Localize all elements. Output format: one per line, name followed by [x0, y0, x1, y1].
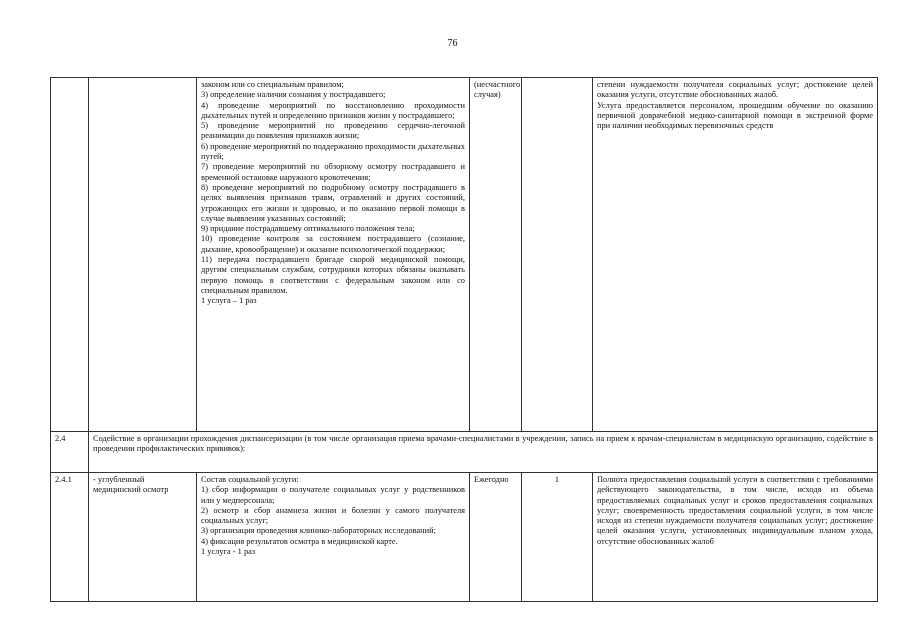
- content-line: 1 услуга – 1 раз: [201, 296, 257, 306]
- content-line: 3) определение наличия сознания у пострадавшего;: [201, 90, 386, 100]
- content-line: 5) проведение мероприятий по проведению сердечно-легочной реанимации до появления признаков жизни;: [201, 121, 465, 141]
- service-name-cell: [89, 78, 197, 432]
- criteria-line: Услуга предоставляется персоналом, прошедшим обучение по оказанию первичной доврачебной медико-санитарной помощи в экстренной форме при наличии необходимых перевязочных средств: [597, 100, 873, 131]
- content-line: 9) придание пострадавшему оптимального положения тела;: [201, 224, 415, 234]
- period-cell: Ежегодно: [470, 473, 522, 602]
- content-line: 4) фиксация результатов осмотра в медицинской карте.: [201, 536, 398, 546]
- volume-cell: 1: [522, 473, 593, 602]
- criteria-cell: [593, 78, 878, 432]
- content-line: 1 услуга - 1 раз: [201, 547, 256, 557]
- table-row: [51, 432, 878, 473]
- criteria-cell: [593, 473, 878, 602]
- service-name-cell: - углубленный медицинский осмотр: [89, 473, 197, 602]
- criteria-line: Полнота предоставления социальной услуги в соответствии с требованиями действующего законодательства, в том числе, исходя из объема предоставляемых социальных услуг и сроков предоставления социальных услуг; своевременность предоставления социальной услуги, в том числе исходя из степени нуждаемости получателя социальных услуг; достижение целей оказания услуги, установленных индивидуальным планом ухода, отсутствие обоснованных жалоб: [597, 475, 873, 546]
- content-line: законом или со специальным правилом;: [201, 80, 344, 89]
- table-row: [51, 473, 878, 602]
- row-number-cell: [51, 78, 89, 432]
- row-number-cell: 2.4: [51, 432, 89, 473]
- content-line: 1) сбор информации о получателе социальных услуг у родственников или у медперсонала;: [201, 485, 465, 505]
- volume-cell: [522, 78, 593, 432]
- services-table: [50, 77, 878, 602]
- content-line: 3) организация проведения клинико-лабораторных исследований;: [201, 526, 436, 536]
- service-content-cell: [197, 78, 470, 432]
- table-row: [51, 78, 878, 432]
- content-line: Состав социальной услуги:: [201, 475, 299, 484]
- content-line: 11) передача пострадавшего бригаде скорой медицинской помощи, другим специальным службам, сотрудники которых обязаны оказывать первую помощь в соответствии с федеральным законом или со специальным правилом.: [201, 255, 465, 295]
- content-line: 2) осмотр и сбор анамнеза жизни и болезни у самого получателя социальных услуг;: [201, 505, 465, 526]
- section-heading-cell: Содействие в организации прохождения диспансеризации (в том числе организация приема врачами-специалистами в учреждении, запись на прием к врачам-специалистам в медицинскую организацию, содействие в проведении профилактических прививок):: [89, 432, 878, 473]
- row-number-cell: 2.4.1: [51, 473, 89, 602]
- page-number: 76: [447, 38, 458, 49]
- period-cell: (несчастного случая): [470, 78, 522, 432]
- content-line: 4) проведение мероприятий по восстановлению проходимости дыхательных путей и определению признаков жизни у пострадавшего;: [201, 100, 465, 120]
- content-line: 6) проведение мероприятий по поддержанию проходимости дыхательных путей;: [201, 141, 465, 162]
- content-line: 10) проведение контроля за состоянием пострадавшего (сознание, дыхание, кровообращение) и оказание психологической поддержки;: [201, 234, 465, 254]
- content-line: 7) проведение мероприятий по обзорному осмотру пострадавшего и временной остановке наружного кровотечения;: [201, 162, 465, 182]
- service-content-cell: [197, 473, 470, 602]
- content-line: 8) проведение мероприятий по подробному осмотру пострадавшего в целях выявления признаков травм, отравлений и других состояний, угрожающих его жизни и здоровью, и по оказанию первой помощи в случае выявления указанных состояний;: [201, 182, 465, 223]
- criteria-line: степени нуждаемости получателя социальных услуг; достижение целей оказания услуги, отсутствие обоснованных жалоб.: [597, 80, 873, 100]
